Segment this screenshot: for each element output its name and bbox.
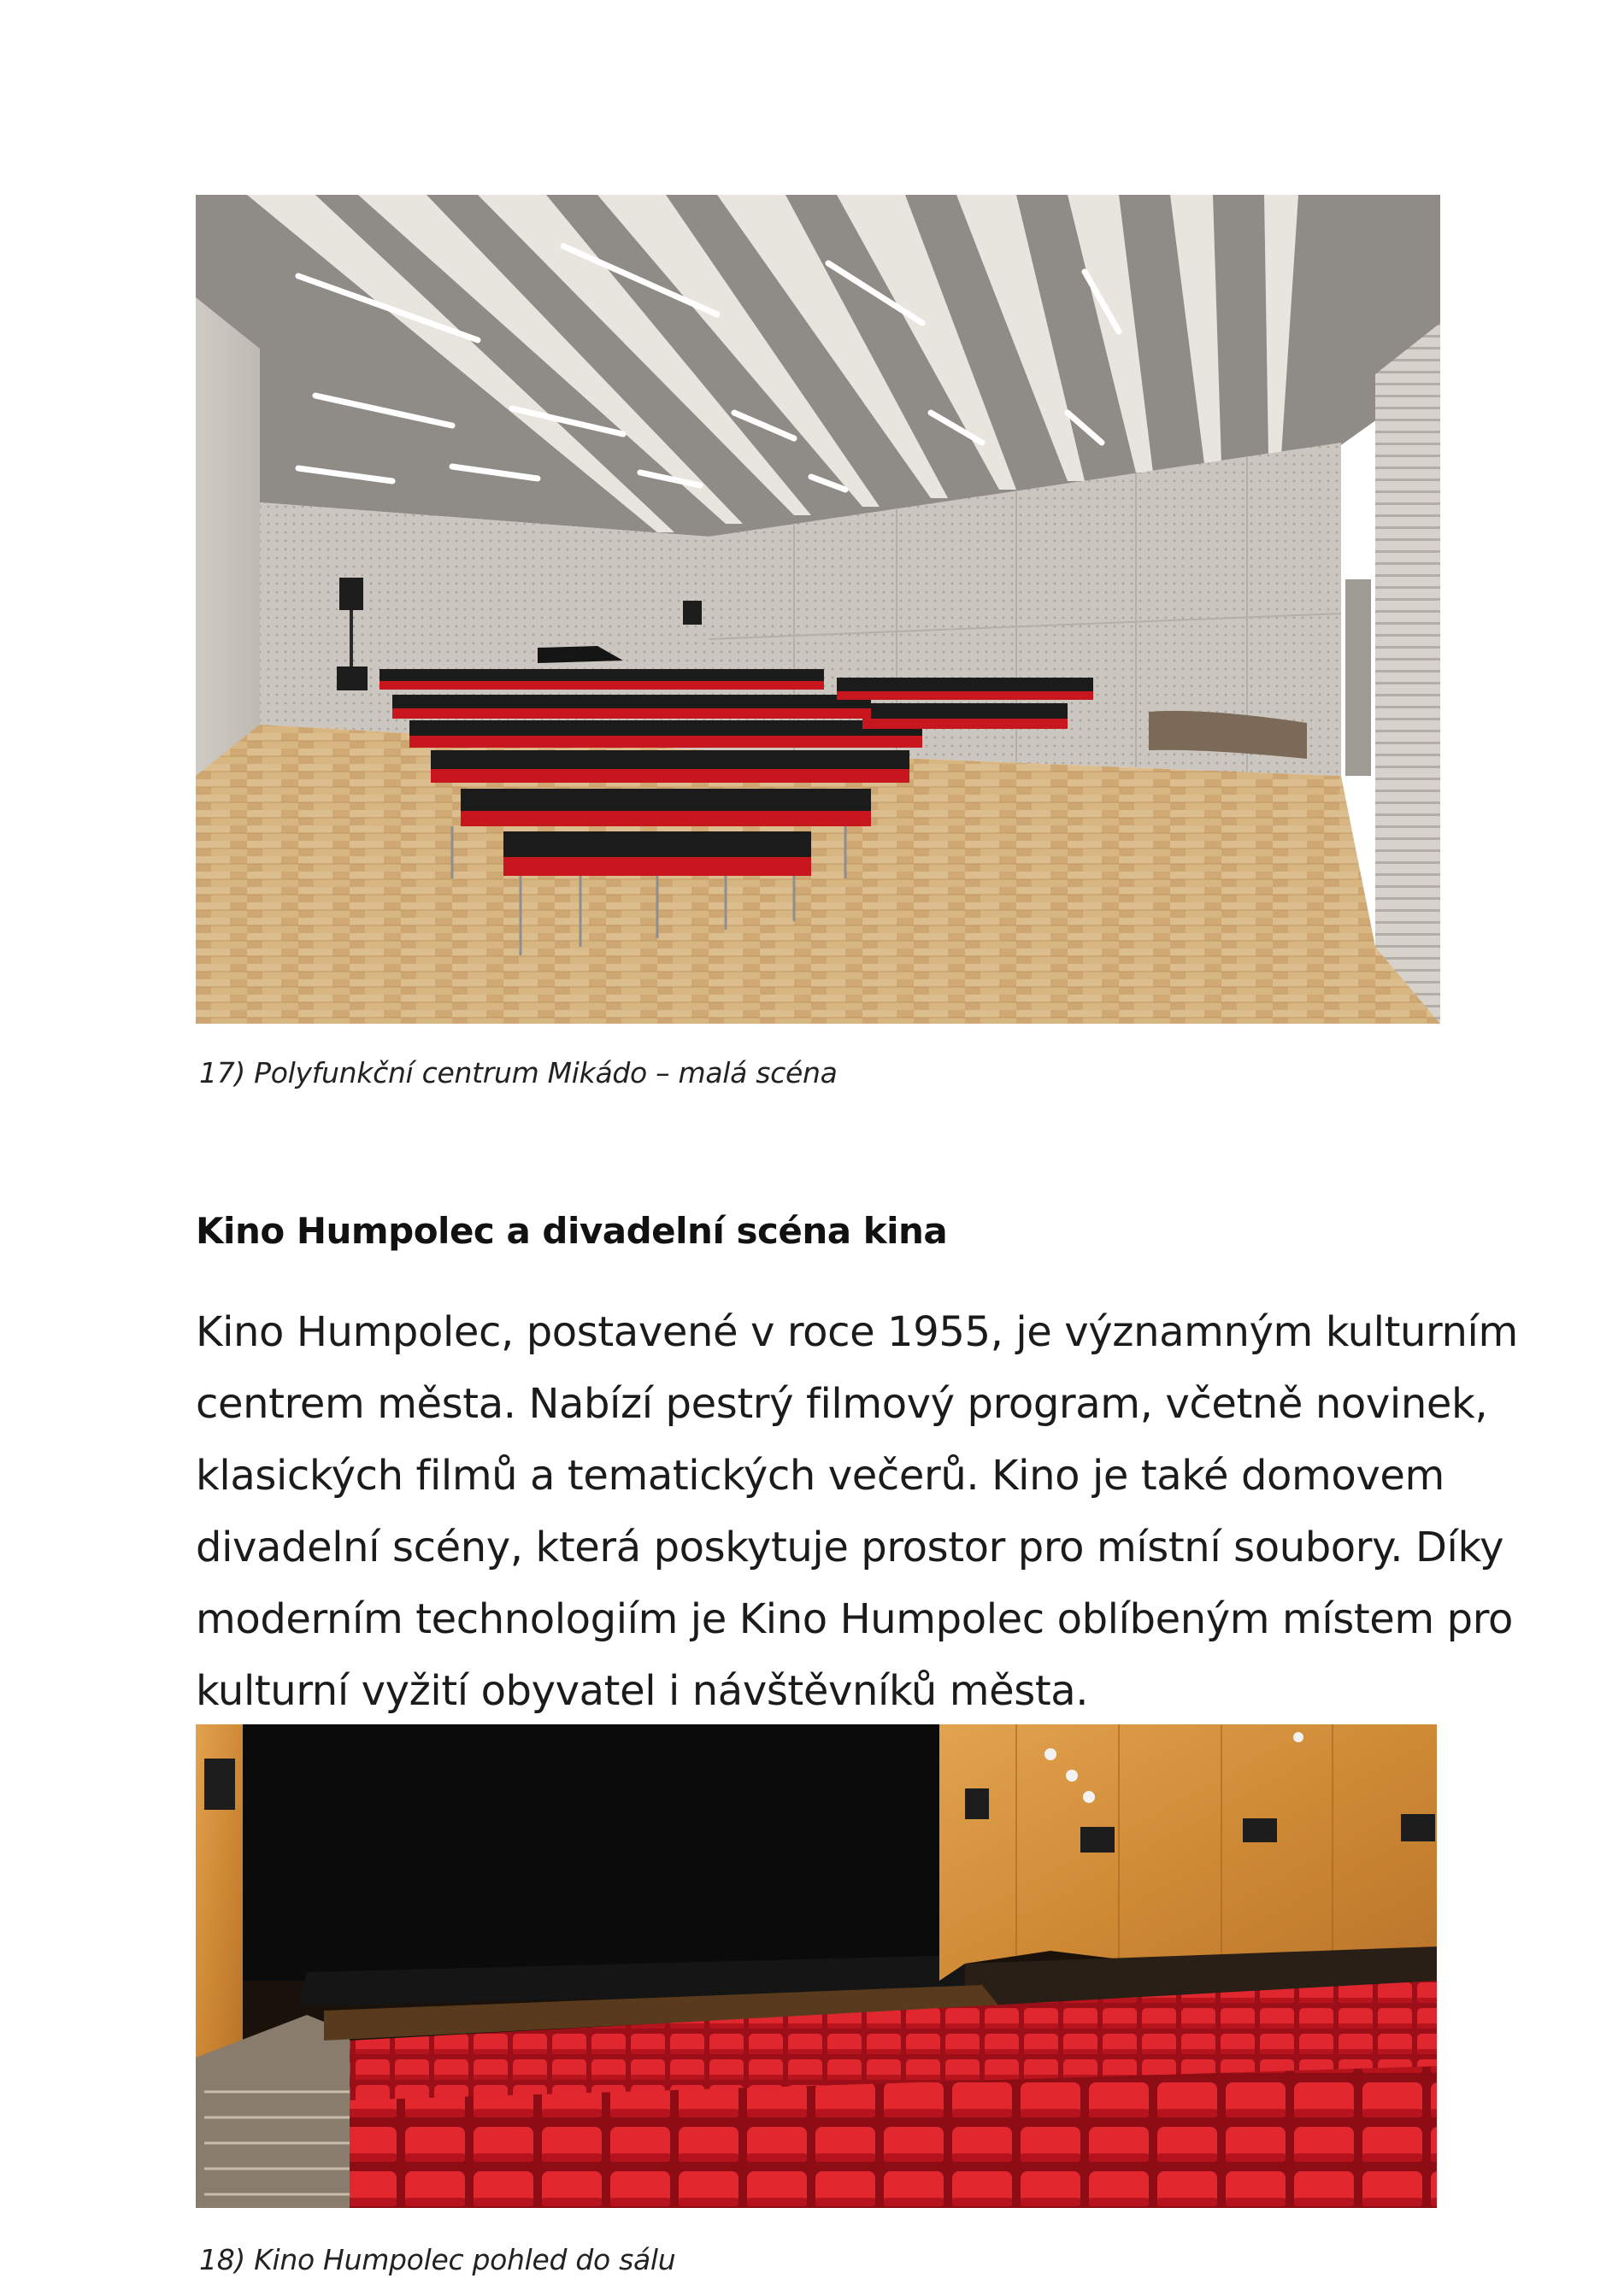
paragraph-line: Kino Humpolec, postavené v roce 1955, je významným kulturním — [196, 1308, 1518, 1356]
paragraph-line: divadelní scény, která poskytuje prostor pro místní soubory. Díky — [196, 1524, 1504, 1571]
section-paragraph — [196, 1296, 1518, 1727]
section-heading: Kino Humpolec a divadelní scéna kina — [196, 1210, 948, 1252]
hall-photo — [196, 195, 1440, 1024]
paragraph-line: moderním technologiím je Kino Humpolec oblíbeným místem pro — [196, 1595, 1513, 1643]
paragraph-line: klasických filmů a tematických večerů. Kino je také domovem — [196, 1452, 1445, 1500]
hall-photo-illustration — [196, 195, 1440, 1024]
paragraph-line: centrem města. Nabízí pestrý filmový program, včetně novinek, — [196, 1380, 1488, 1428]
cinema-photo-illustration — [196, 1724, 1437, 2208]
cinema-photo — [196, 1724, 1437, 2208]
figure-17-caption: 17) Polyfunkční centrum Mikádo – malá scéna — [199, 1056, 838, 1089]
figure-18-caption: 18) Kino Humpolec pohled do sálu — [199, 2243, 676, 2276]
paragraph-line: kulturní vyžití obyvatel i návštěvníků města. — [196, 1667, 1089, 1715]
